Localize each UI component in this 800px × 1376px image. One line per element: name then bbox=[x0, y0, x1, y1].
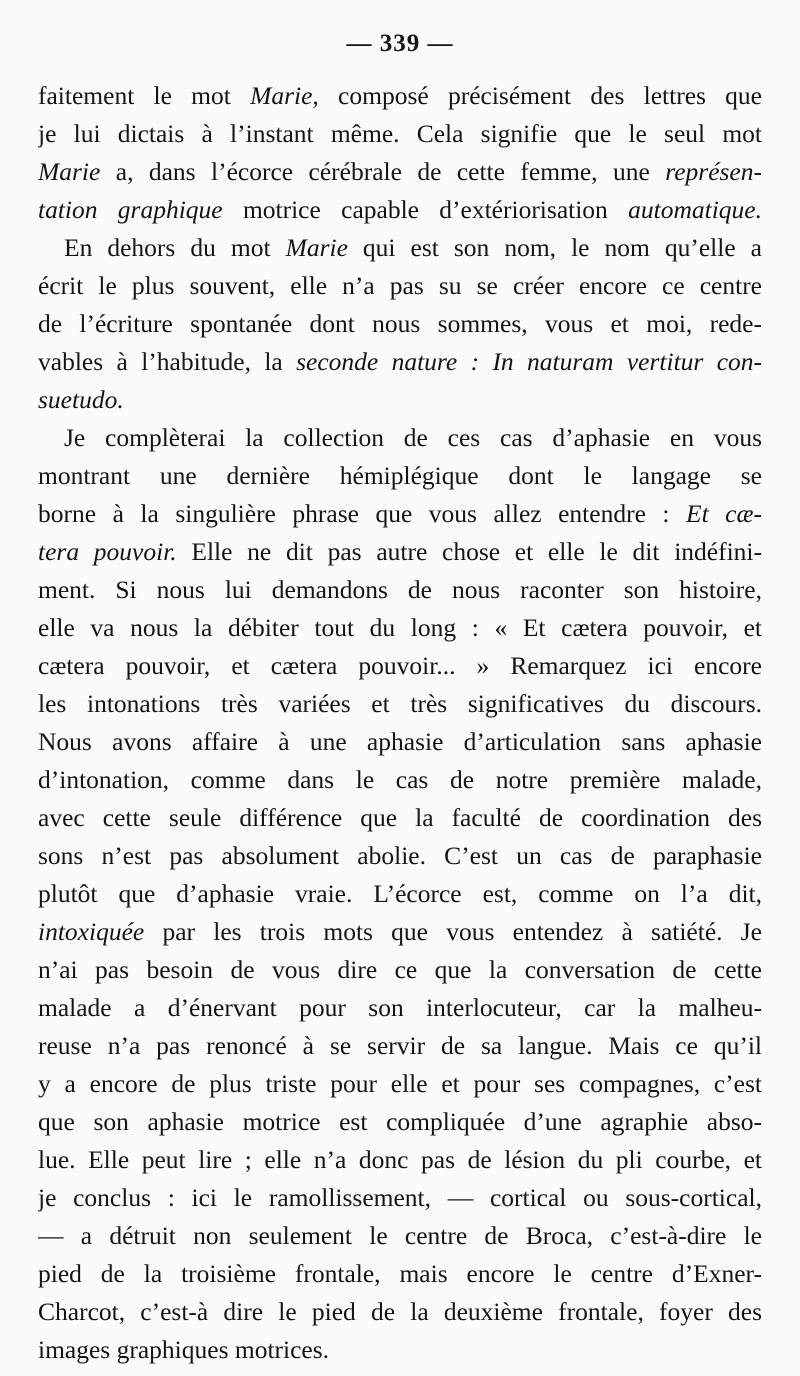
text-line bbox=[38, 115, 762, 153]
text-run: y a encore de plus triste pour elle et pour ses compagnes, c’est bbox=[38, 1069, 762, 1098]
text-run: Charcot, c’est-à dire le pied de la deuxième frontale, foyer des bbox=[38, 1297, 762, 1326]
italic-text-run: tera pouvoir. bbox=[38, 537, 177, 566]
text-run: — a détruit non seulement le centre de Broca, c’est-à-dire le bbox=[38, 1221, 762, 1250]
text-line bbox=[38, 1255, 762, 1293]
italic-text-run: tation graphique bbox=[38, 195, 223, 224]
text-run: En dehors du mot bbox=[64, 233, 286, 262]
text-line bbox=[38, 1331, 762, 1369]
text-line bbox=[38, 343, 762, 381]
text-line bbox=[38, 761, 762, 799]
text-line bbox=[38, 1103, 762, 1141]
text-run: images graphiques motrices. bbox=[38, 1335, 330, 1364]
text-line bbox=[38, 1027, 762, 1065]
text-line bbox=[38, 799, 762, 837]
text-run: lue. Elle peut lire ; elle n’a donc pas de lésion du pli courbe, et bbox=[38, 1145, 762, 1174]
text-run: par les trois mots que vous entendez à satiété. Je bbox=[144, 917, 762, 946]
text-run: je conclus : ici le ramollissement, — cortical ou sous-cortical, bbox=[38, 1183, 762, 1212]
text-line bbox=[38, 229, 762, 267]
italic-text-run: Marie bbox=[38, 157, 101, 186]
text-run: Nous avons affaire à une aphasie d’articulation sans aphasie bbox=[38, 727, 762, 756]
text-run: borne à la singulière phrase que vous allez entendre : bbox=[38, 499, 686, 528]
text-line bbox=[38, 989, 762, 1027]
text-run: cætera pouvoir, et cætera pouvoir... » Remarquez ici encore bbox=[38, 651, 762, 680]
text-run: a, dans l’écorce cérébrale de cette femme, une bbox=[100, 157, 666, 186]
text-line bbox=[38, 267, 762, 305]
text-run: composé précisément des lettres que bbox=[318, 81, 762, 110]
text-run: que son aphasie motrice est compliquée d’une agraphie abso- bbox=[38, 1107, 762, 1136]
text-line bbox=[38, 647, 762, 685]
italic-text-run: intoxiquée bbox=[38, 917, 145, 946]
text-run: motrice capable d’extériorisation bbox=[222, 195, 629, 224]
text-run: Je complèterai la collection de ces cas d’aphasie en vous bbox=[64, 423, 762, 452]
text-run: pied de la troisième frontale, mais encore le centre d’Exner- bbox=[38, 1259, 762, 1288]
text-line bbox=[38, 1217, 762, 1255]
text-run: elle va nous la débiter tout du long : « Et cætera pouvoir, et bbox=[38, 613, 762, 642]
text-line bbox=[38, 153, 762, 191]
text-run: plutôt que d’aphasie vraie. L’écorce est, comme on l’a dit, bbox=[38, 879, 762, 908]
text-line bbox=[38, 837, 762, 875]
text-line bbox=[38, 875, 762, 913]
text-run: sons n’est pas absolument abolie. C’est un cas de paraphasie bbox=[38, 841, 762, 870]
italic-text-run: seconde nature : In naturam vertitur con- bbox=[296, 347, 762, 376]
text-line bbox=[38, 913, 762, 951]
text-run: avec cette seule différence que la faculté de coordination des bbox=[38, 803, 762, 832]
text-run: reuse n’a pas renoncé à se servir de sa langue. Mais ce qu’il bbox=[38, 1031, 762, 1060]
text-line bbox=[38, 1065, 762, 1103]
text-line bbox=[38, 381, 762, 419]
text-line bbox=[38, 609, 762, 647]
text-run: montrant une dernière hémiplégique dont le langage se bbox=[38, 461, 762, 490]
text-line bbox=[38, 1293, 762, 1331]
text-run: n’ai pas besoin de vous dire ce que la conversation de cette bbox=[38, 955, 762, 984]
paragraph bbox=[38, 419, 762, 1369]
text-line bbox=[38, 419, 762, 457]
italic-text-run: suetudo. bbox=[38, 385, 124, 414]
paragraph bbox=[38, 77, 762, 229]
italic-text-run: Et cæ- bbox=[686, 499, 762, 528]
text-line bbox=[38, 305, 762, 343]
text-run: qui est son nom, le nom qu’elle a bbox=[347, 233, 762, 262]
text-line bbox=[38, 191, 762, 229]
text-line bbox=[38, 77, 762, 115]
text-line bbox=[38, 951, 762, 989]
text-run: de l’écriture spontanée dont nous sommes, vous et moi, rede- bbox=[38, 309, 762, 338]
paragraph bbox=[38, 229, 762, 419]
italic-text-run: automatique. bbox=[628, 195, 762, 224]
text-line bbox=[38, 533, 762, 571]
text-line bbox=[38, 1141, 762, 1179]
text-run: malade a d’énervant pour son interlocuteur, car la malheu- bbox=[38, 993, 762, 1022]
italic-text-run: représen- bbox=[665, 157, 762, 186]
body-text bbox=[38, 77, 762, 1369]
text-run: je lui dictais à l’instant même. Cela signifie que le seul mot bbox=[38, 119, 762, 148]
text-run: d’intonation, comme dans le cas de notre première malade, bbox=[38, 765, 762, 794]
text-line bbox=[38, 1179, 762, 1217]
text-line bbox=[38, 457, 762, 495]
italic-text-run: Marie, bbox=[250, 81, 319, 110]
text-line bbox=[38, 571, 762, 609]
text-run: écrit le plus souvent, elle n’a pas su se créer encore ce centre bbox=[38, 271, 762, 300]
text-run: ment. Si nous lui demandons de nous raconter son histoire, bbox=[38, 575, 762, 604]
text-run: faitement le mot bbox=[38, 81, 251, 110]
text-run: les intonations très variées et très significatives du discours. bbox=[38, 689, 762, 718]
text-line bbox=[38, 685, 762, 723]
text-run: Elle ne dit pas autre chose et elle le dit indéfini- bbox=[176, 537, 762, 566]
italic-text-run: Marie bbox=[285, 233, 348, 262]
text-line bbox=[38, 723, 762, 761]
text-run: vables à l’habitude, la bbox=[38, 347, 297, 376]
page-number: — 339 — bbox=[346, 30, 454, 57]
text-line bbox=[38, 495, 762, 533]
